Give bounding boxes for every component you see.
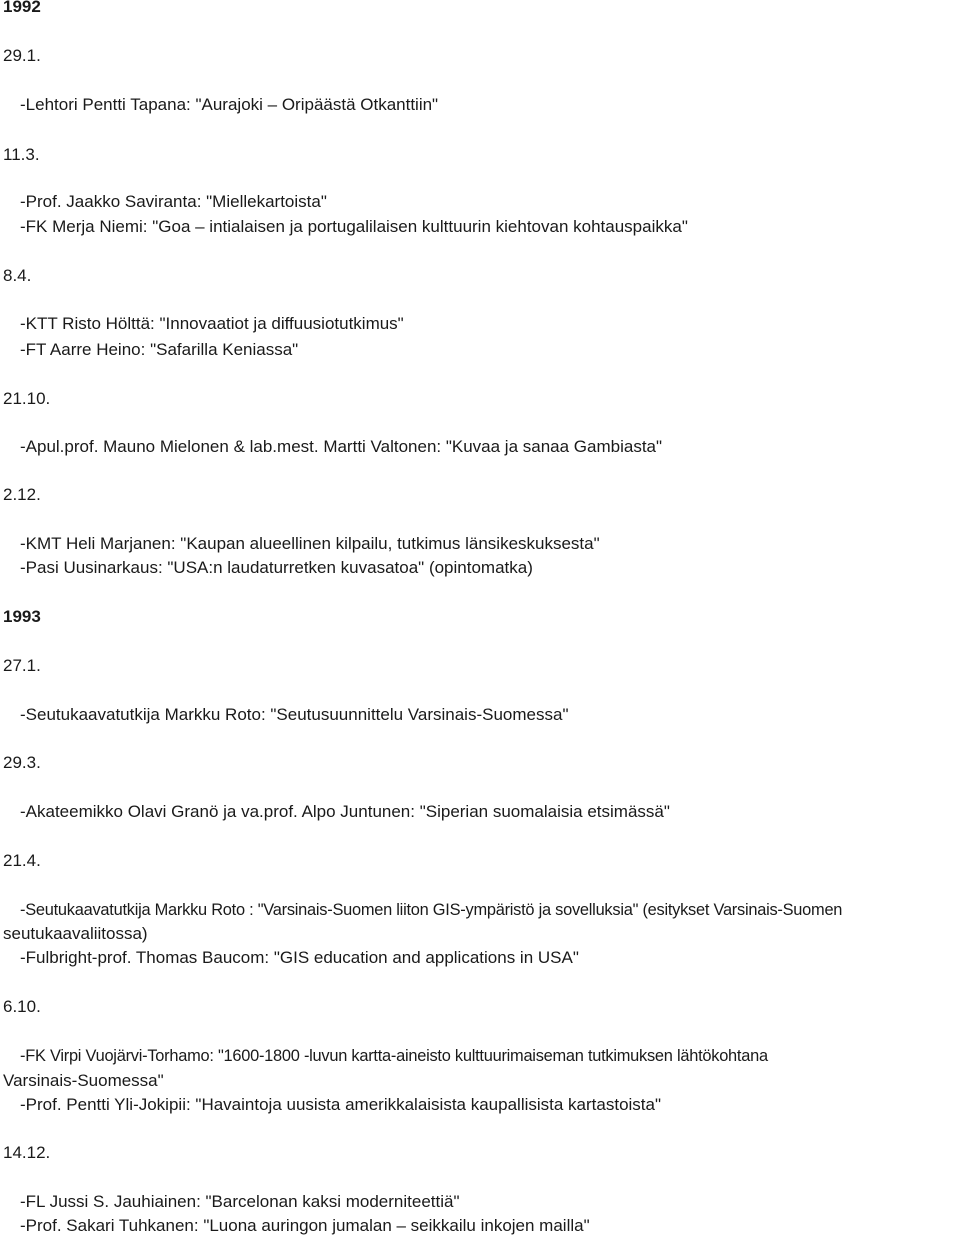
lecture-entry: -Lehtori Pentti Tapana: "Aurajoki – Oripäästä Otkanttiin" <box>20 95 439 114</box>
lecture-entry: -Prof. Pentti Yli-Jokipii: "Havaintoja uusista amerikkalaisista kaupallisista kartastoista" <box>20 1095 662 1114</box>
lecture-entry: -Pasi Uusinarkaus: "USA:n laudaturretken kuvasatoa" (opintomatka) <box>20 558 533 577</box>
lecture-entry: -FT Aarre Heino: "Safarilla Keniassa" <box>20 340 299 359</box>
year-heading-1992: 1992 <box>3 0 41 16</box>
event-date: 8.4. <box>3 266 32 285</box>
lecture-entry: -FL Jussi S. Jauhiainen: "Barcelonan kaksi moderniteettiä" <box>20 1192 460 1211</box>
lecture-entry: -Akateemikko Olavi Granö ja va.prof. Alpo Juntunen: "Siperian suomalaisia etsimässä" <box>20 802 670 821</box>
year-heading-1993: 1993 <box>3 607 41 626</box>
event-date: 14.12. <box>3 1143 51 1162</box>
event-date: 29.1. <box>3 46 41 65</box>
event-date: 29.3. <box>3 753 41 772</box>
lecture-entry-continuation: seutukaavaliitossa) <box>3 924 148 943</box>
event-date: 21.10. <box>3 389 51 408</box>
lecture-entry: -KMT Heli Marjanen: "Kaupan alueellinen kilpailu, tutkimus länsikeskuksesta" <box>20 534 600 553</box>
event-date: 21.4. <box>3 851 41 870</box>
event-date: 2.12. <box>3 485 41 504</box>
lecture-entry: -FK Virpi Vuojärvi-Torhamo: "1600-1800 -luvun kartta-aineisto kulttuurimaiseman tutkimuksen lähtökohtana <box>20 1047 768 1065</box>
lecture-entry: -Prof. Sakari Tuhkanen: "Luona auringon jumalan – seikkailu inkojen mailla" <box>20 1216 590 1235</box>
event-date: 27.1. <box>3 656 41 675</box>
lecture-entry: -Seutukaavatutkija Markku Roto : "Varsinais-Suomen liiton GIS-ympäristö ja sovelluksia" (esitykset Varsinais-Suomen <box>20 901 843 919</box>
lecture-entry: -Fulbright-prof. Thomas Baucom: "GIS education and applications in USA" <box>20 948 579 967</box>
event-date: 11.3. <box>3 145 40 164</box>
lecture-entry: -Seutukaavatutkija Markku Roto: "Seutusuunnittelu Varsinais-Suomessa" <box>20 705 569 724</box>
lecture-entry: -FK Merja Niemi: "Goa – intialaisen ja portugalilaisen kulttuurin kiehtovan kohtauspaikka" <box>20 217 688 236</box>
event-date: 6.10. <box>3 997 41 1016</box>
lecture-entry: -Prof. Jaakko Saviranta: "Miellekartoista" <box>20 192 327 211</box>
lecture-entry: -Apul.prof. Mauno Mielonen & lab.mest. Martti Valtonen: "Kuvaa ja sanaa Gambiasta" <box>20 437 663 456</box>
lecture-entry: -KTT Risto Hölttä: "Innovaatiot ja diffuusiotutkimus" <box>20 314 404 333</box>
lecture-entry-continuation: Varsinais-Suomessa" <box>3 1071 164 1090</box>
